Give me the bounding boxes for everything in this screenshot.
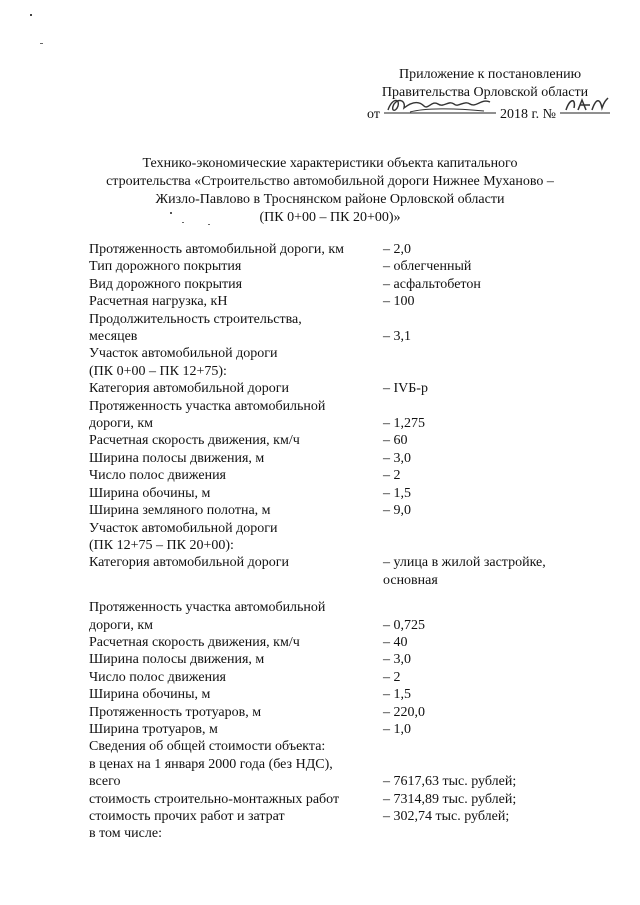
spec-label	[89, 241, 383, 258]
document-title	[80, 155, 580, 227]
spec-row	[89, 721, 609, 738]
spec-label-line: Категория автомобильной дороги	[89, 381, 289, 397]
spec-label	[89, 345, 383, 380]
spec-value-line: – 302,74 тыс. рублей;	[383, 809, 510, 824]
spec-label-line: Протяженность тротуаров, м	[89, 704, 262, 720]
spec-label-line: дороги, км	[89, 617, 154, 633]
year-number-label: 2018 г. №	[499, 107, 556, 122]
spec-label-line: всего	[89, 774, 121, 790]
spec-row	[89, 669, 609, 686]
spec-value-line: основная	[383, 572, 438, 588]
spec-label-line: Расчетная нагрузка, кН	[89, 294, 228, 310]
spec-value-line: – облегченный	[383, 259, 472, 275]
spec-label	[89, 825, 383, 842]
spec-label-line: (ПК 12+75 – ПК 20+00):	[89, 537, 234, 553]
spec-label	[89, 380, 383, 397]
spec-label-line: Сведения об общей стоимости объекта:	[89, 739, 326, 755]
scan-speck-mark	[208, 224, 210, 225]
spec-value-line: – 1,275	[383, 416, 425, 432]
spec-value-line: – 9,0	[383, 503, 411, 519]
spec-row	[89, 791, 609, 808]
spec-label-line: Продолжительность строительства,	[89, 311, 302, 327]
spec-value-line: – IVБ-р	[383, 381, 428, 397]
spec-value	[383, 808, 609, 825]
title-line-2: строительства «Строительство автомобильной дороги Нижнее Муханово –	[106, 174, 554, 189]
spec-label	[89, 467, 383, 484]
spec-label	[89, 721, 383, 738]
spec-label	[89, 651, 383, 668]
spec-row	[89, 276, 609, 293]
spec-label-line: стоимость прочих работ и затрат	[89, 809, 285, 824]
spec-label-line: Тип дорожного покрытия	[89, 259, 242, 275]
spec-label-line: стоимость строительно-монтажных работ	[89, 791, 340, 807]
spec-value	[383, 669, 609, 686]
spec-value	[383, 554, 609, 589]
spec-row	[89, 241, 609, 258]
spec-label	[89, 669, 383, 686]
spec-value-line: – 2	[383, 468, 401, 484]
handwritten-date-signature	[384, 102, 496, 118]
spec-label-line: Протяженность участка автомобильной	[89, 600, 326, 616]
spec-value-line: – 7617,63 тыс. рублей;	[383, 774, 517, 790]
spec-value-line: – 100	[383, 294, 415, 310]
spec-label-line: Участок автомобильной дороги	[89, 346, 278, 362]
spec-value-line: – 1,5	[383, 687, 411, 703]
spec-value	[383, 276, 609, 293]
spec-label-line: Протяженность участка автомобильной	[89, 398, 326, 414]
spec-value	[383, 502, 609, 519]
spec-row	[89, 380, 609, 397]
decree-date-number-row	[330, 102, 610, 124]
spec-label	[89, 258, 383, 275]
spec-row	[89, 634, 609, 651]
appendix-header	[330, 66, 610, 124]
spec-value	[383, 311, 609, 346]
spec-value	[383, 756, 609, 791]
spec-value	[383, 520, 609, 555]
spec-value	[383, 380, 609, 397]
spec-value	[383, 825, 609, 842]
spec-value-line: – 3,0	[383, 450, 411, 466]
spec-label-line: Вид дорожного покрытия	[89, 276, 243, 292]
spec-value	[383, 634, 609, 651]
spec-label-line: Расчетная скорость движения, км/ч	[89, 433, 300, 449]
spec-label-line: Ширина земляного полотна, м	[89, 503, 271, 519]
spec-label	[89, 502, 383, 519]
scan-speck-mark	[40, 43, 43, 44]
scan-speck-mark	[170, 212, 172, 214]
spec-label	[89, 756, 383, 791]
spec-value-line: – 60	[383, 433, 408, 449]
title-line-3: Жизло-Павлово в Троснянском районе Орловской области	[155, 192, 505, 207]
spec-label-line: Ширина обочины, м	[89, 485, 211, 501]
spec-label-line: Ширина полосы движения, м	[89, 652, 265, 668]
spec-value	[383, 721, 609, 738]
spec-value-line: – 40	[383, 634, 408, 650]
spec-label	[89, 520, 383, 555]
spec-value-line: – 7314,89 тыс. рублей;	[383, 791, 517, 807]
spec-label	[89, 276, 383, 293]
handwritten-number-signature	[560, 102, 610, 118]
appendix-line-2: Правительства Орловской области	[381, 85, 589, 100]
spec-label	[89, 791, 383, 808]
spec-value	[383, 704, 609, 721]
scan-speck-mark	[182, 222, 184, 223]
spec-value	[383, 485, 609, 502]
spec-label-line: в ценах на 1 января 2000 года (без НДС),	[89, 756, 333, 772]
spec-row	[89, 686, 609, 703]
spec-row	[89, 599, 609, 634]
spec-label-line: Число полос движения	[89, 669, 226, 685]
spec-label	[89, 554, 383, 589]
spec-value	[383, 432, 609, 449]
spec-value-line: – 0,725	[383, 617, 425, 633]
spec-row	[89, 738, 609, 755]
spec-label-line: Протяженность автомобильной дороги, км	[89, 242, 345, 257]
spec-label-line: (ПК 0+00 – ПК 12+75):	[89, 363, 227, 379]
spec-label	[89, 704, 383, 721]
spec-row	[89, 825, 609, 842]
spec-value	[383, 241, 609, 258]
spec-label	[89, 293, 383, 310]
spec-row	[89, 398, 609, 433]
spec-value-line: – 2	[383, 669, 401, 685]
spec-row	[89, 311, 609, 346]
spec-value-line: – 1,5	[383, 485, 411, 501]
spec-value-line: – 2,0	[383, 242, 411, 257]
spec-label-line: дороги, км	[89, 416, 154, 432]
spec-row	[89, 293, 609, 310]
spec-value-line: – 3,1	[383, 329, 411, 345]
spec-label-line: Участок автомобильной дороги	[89, 520, 278, 536]
spec-label	[89, 634, 383, 651]
spec-value	[383, 293, 609, 310]
spec-label	[89, 485, 383, 502]
spec-label	[89, 450, 383, 467]
spec-row	[89, 704, 609, 721]
spec-label	[89, 432, 383, 449]
spec-label-line: Расчетная скорость движения, км/ч	[89, 634, 300, 650]
spec-row	[89, 258, 609, 275]
spec-label	[89, 311, 383, 346]
spec-label	[89, 398, 383, 433]
spec-label	[89, 686, 383, 703]
title-line-4: (ПК 0+00 – ПК 20+00)»	[259, 210, 401, 225]
specifications-list	[89, 241, 609, 843]
appendix-line-1: Приложение к постановлению	[398, 67, 582, 82]
spec-value-line: – асфальтобетон	[383, 276, 481, 292]
spec-row	[89, 485, 609, 502]
spec-label-line: месяцев	[89, 329, 138, 345]
spec-value	[383, 450, 609, 467]
section-gap	[89, 589, 609, 599]
spec-value	[383, 791, 609, 808]
spec-row	[89, 432, 609, 449]
title-line-1: Технико-экономические характеристики объекта капитального	[142, 156, 518, 171]
spec-value	[383, 651, 609, 668]
spec-row	[89, 520, 609, 555]
scan-speck-mark	[30, 14, 32, 16]
spec-label-line: Число полос движения	[89, 468, 226, 484]
spec-value	[383, 686, 609, 703]
spec-value-line: – улица в жилой застройке,	[383, 555, 546, 571]
spec-row	[89, 651, 609, 668]
spec-label	[89, 808, 383, 825]
spec-label	[89, 599, 383, 634]
spec-row	[89, 502, 609, 519]
spec-label-line: Ширина полосы движения, м	[89, 450, 265, 466]
spec-value	[383, 258, 609, 275]
spec-value	[383, 398, 609, 433]
spec-row	[89, 345, 609, 380]
spec-label-line: Ширина тротуаров, м	[89, 721, 218, 737]
spec-value	[383, 738, 609, 755]
spec-row	[89, 808, 609, 825]
spec-value	[383, 599, 609, 634]
spec-label-line: Категория автомобильной дороги	[89, 555, 289, 571]
spec-row	[89, 554, 609, 589]
spec-value	[383, 467, 609, 484]
spec-value-line: – 220,0	[383, 704, 425, 720]
spec-row	[89, 450, 609, 467]
spec-row	[89, 756, 609, 791]
spec-row	[89, 467, 609, 484]
from-label: от	[367, 107, 380, 122]
spec-value	[383, 345, 609, 380]
spec-label	[89, 738, 383, 755]
spec-value-line: – 3,0	[383, 652, 411, 668]
spec-label-line: Ширина обочины, м	[89, 687, 211, 703]
spec-value-line: – 1,0	[383, 721, 411, 737]
spec-label-line: в том числе:	[89, 826, 162, 842]
